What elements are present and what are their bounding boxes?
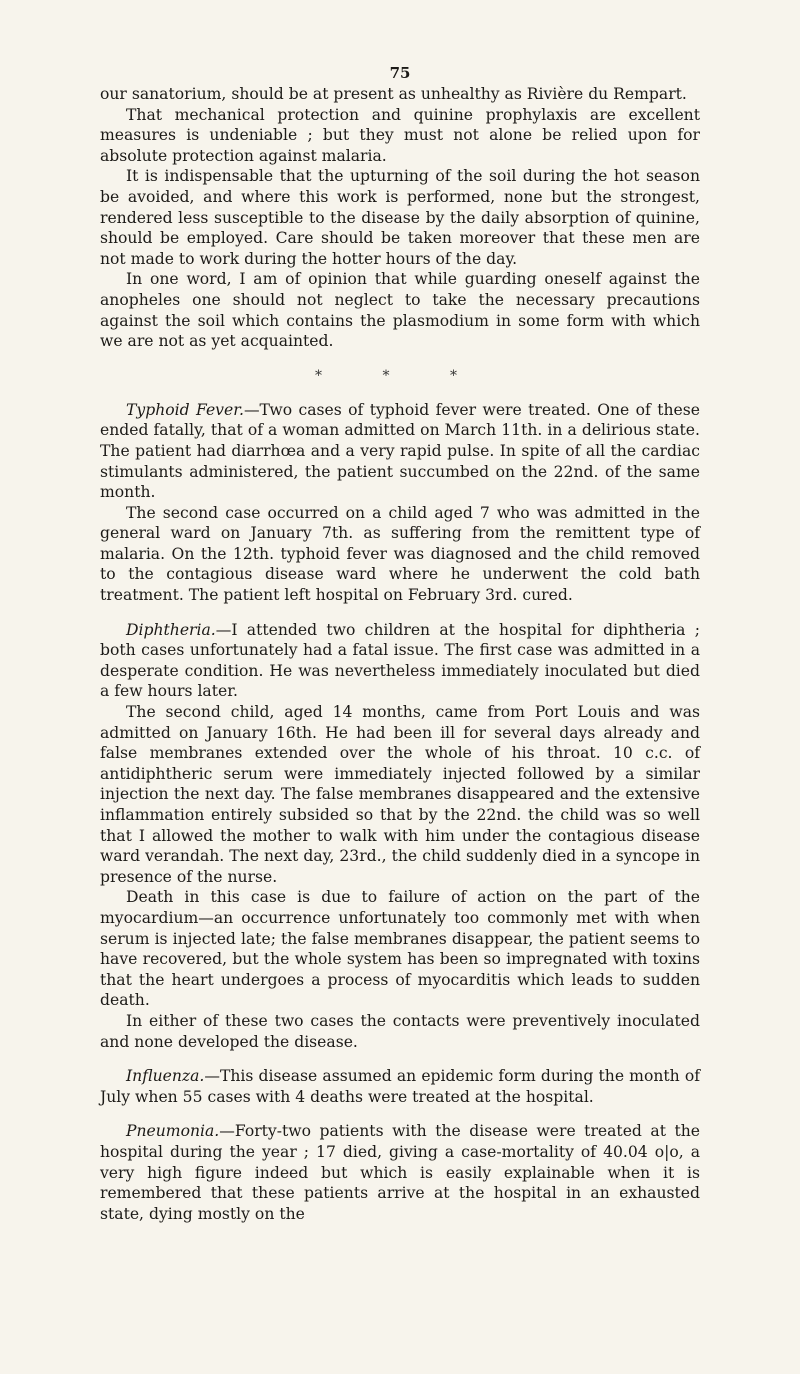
typhoid-text-1: —Two cases of typhoid fever were treated. One of these ended fatally, that of a woman admitted on March 11th. in a delirious state. The patient had diarrhœa and a very rapid pulse. In spite of all the cardiac stimulants administered, the patient succumbed on the 22nd. of the same month. <box>100 400 700 502</box>
paragraph-mechanical-protection: That mechanical protection and quinine prophylaxis are excellent measures is undeniable ; but they must not alone be relied upon for absolute protection against malaria. <box>100 105 700 165</box>
page-number: 75 <box>389 64 411 82</box>
paragraph-conclusion: In one word, I am of opinion that while guarding oneself against the anopheles one should not neglect to take the necessary precautions against the soil which contains the plasmodium in some form with which we are not as yet acquainted. <box>100 270 700 351</box>
influenza-text: —This disease assumed an epidemic form during the month of July when 55 cases with 4 deaths were treated at the hospital. <box>100 1067 700 1106</box>
section-separator: * * * <box>315 367 485 384</box>
diphtheria-paragraph-4: In either of these two cases the contacts were preventively inoculated and none developed the disease. <box>100 1011 700 1051</box>
influenza-paragraph <box>100 1066 700 1107</box>
pneumonia-text: —Forty-two patients with the disease were treated at the hospital during the year ; 17 died, giving a case-mortality of 40.04 o|o, a very high figure indeed but which is easily explainable when it is remembered that these patients arrive at the hospital in an exhausted state, dying mostly on the <box>100 1122 700 1223</box>
diphtheria-paragraph-2: The second child, aged 14 months, came from Port Louis and was admitted on January 16th. He had been ill for several days already and false membranes extended over the whole of his throat. 10 c.c. of antidiphtheric serum were immediately injected followed by a similar injection the next day. The false membranes disappeared and the extensive inflammation entirely subsided so that by the 22nd. the child was so well that I allowed the mother to walk with him under the contagious disease ward verandah. The next day, 23rd., the child suddenly died in a syncope in presence of the nurse. <box>100 703 700 886</box>
diphtheria-paragraph-3: Death in this case is due to failure of action on the part of the myocardium—an occurrence unfortunately too commonly met with when serum is injected late; the false membranes disappear, the patient seems to have recovered, but the whole system has been so impregnated with toxins that the heart undergoes a process of myocarditis which leads to sudden death. <box>100 888 700 1010</box>
influenza-heading: Influenza. <box>126 1067 205 1086</box>
diphtheria-heading: Diphtheria. <box>126 620 216 639</box>
typhoid-heading: Typhoid Fever. <box>126 400 244 419</box>
pneumonia-paragraph <box>100 1121 700 1224</box>
typhoid-paragraph-1 <box>100 400 700 503</box>
pneumonia-heading: Pneumonia. <box>126 1122 220 1141</box>
paragraph-soil-upturning: It is indispensable that the upturning of the soil during the hot season be avoided, and where this work is performed, none but the strongest, rendered less susceptible to the disease by the daily absorption of quinine, should be employed. Care should be taken moreover that these men are not made to work during the hotter hours of the day. <box>100 167 700 268</box>
paragraph-continuation: our sanatorium, should be at present as unhealthy as Rivière du Rempart. <box>100 85 687 103</box>
page-body <box>100 84 700 1224</box>
typhoid-paragraph-2: The second case occurred on a child aged 7 who was admitted in the general ward on January 7th. as suffering from the remittent type of malaria. On the 12th. typhoid fever was diagnosed and the child removed to the contagious disease ward where he underwent the cold bath treatment. The patient left hospital on February 3rd. cured. <box>100 503 700 605</box>
diphtheria-paragraph-1 <box>100 620 700 702</box>
diphtheria-text-1: —I attended two children at the hospital for diphtheria ; both cases unfortunately had a fatal issue. The first case was admitted in a desperate condition. He was nevertheless immediately inoculated but died a few hours later. <box>100 620 700 701</box>
